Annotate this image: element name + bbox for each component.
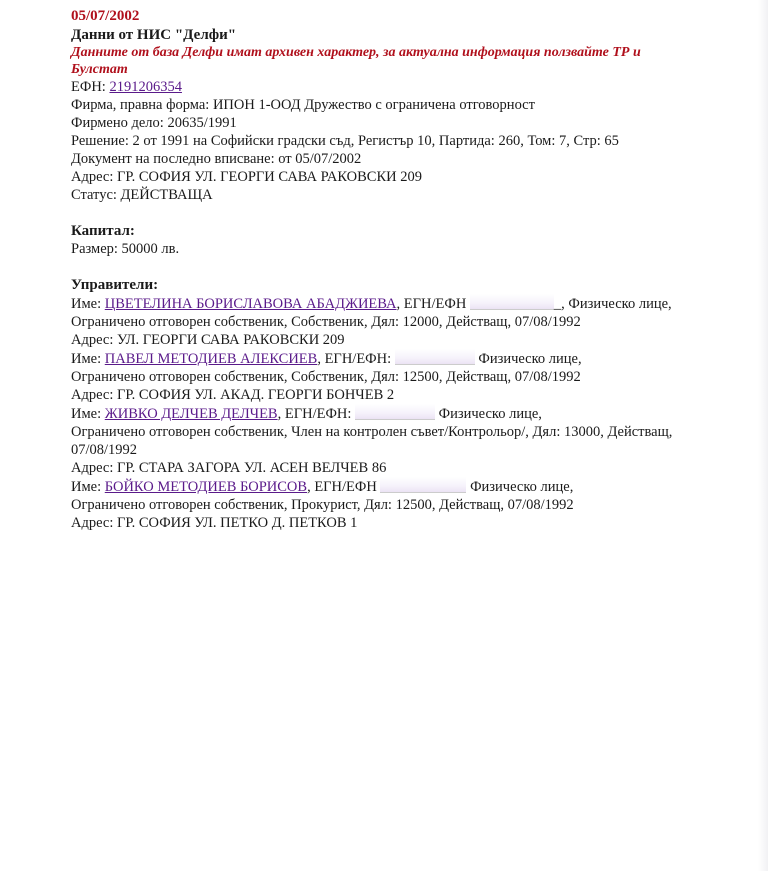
- scan-edge-shadow: [758, 0, 768, 871]
- manager-name-link[interactable]: ЖИВКО ДЕЛЧЕВ ДЕЛЧЕВ: [104, 406, 278, 422]
- manager-address-line: Адрес: УЛ. ГЕОРГИ САВА РАКОВСКИ 209: [71, 332, 345, 348]
- manager-role-line: Ограничено отговорен собственик, Собственик, Дял: 12000, Действащ, 07/08/1992: [71, 314, 581, 330]
- manager-role-line: Ограничено отговорен собственик, Собственик, Дял: 12500, Действащ, 07/08/1992: [71, 369, 581, 385]
- manager-role-line: Ограничено отговорен собственик, Прокурист, Дял: 12500, Действащ, 07/08/1992: [71, 497, 574, 513]
- company-address-line: Адрес: ГР. СОФИЯ УЛ. ГЕОРГИ САВА РАКОВСКИ 209: [71, 169, 422, 185]
- manager-entry: [71, 404, 691, 477]
- manager-egn-label: , ЕГН/ЕФН: [307, 479, 377, 495]
- redacted-egn: [355, 404, 435, 420]
- manager-name-label: Име:: [71, 351, 102, 367]
- manager-name-label: Име:: [71, 406, 102, 422]
- redacted-egn: [470, 294, 554, 310]
- last-entry-line: Документ на последно вписване: от 05/07/2002: [71, 151, 362, 167]
- capital-size-line: Размер: 50000 лв.: [71, 241, 180, 257]
- status-line: Статус: ДЕЙСТВАЩА: [71, 187, 213, 203]
- manager-person-type: Физическо лице,: [470, 479, 574, 495]
- record-date: 05/07/2002: [71, 8, 140, 24]
- manager-address-line: Адрес: ГР. СОФИЯ УЛ. ПЕТКО Д. ПЕТКОВ 1: [71, 515, 358, 531]
- redacted-egn: [395, 349, 475, 365]
- manager-person-type: Физическо лице,: [438, 406, 542, 422]
- manager-egn-label: , ЕГН/ЕФН: [396, 296, 467, 312]
- managers-heading: Управители:: [71, 277, 159, 293]
- manager-name-line: [71, 349, 691, 368]
- manager-entry: [71, 294, 691, 349]
- manager-name-line: [71, 294, 691, 313]
- manager-entry: [71, 477, 691, 532]
- capital-heading: Капитал:: [71, 223, 135, 239]
- case-line: Фирмено дело: 20635/1991: [71, 115, 237, 131]
- manager-address-line: Адрес: ГР. СОФИЯ УЛ. АКАД. ГЕОРГИ БОНЧЕВ 2: [71, 387, 395, 403]
- efn-link[interactable]: 2191206354: [109, 79, 182, 95]
- manager-role-line: Ограничено отговорен собственик, Член на контролен съвет/Контрольор/, Дял: 13000, Действащ, 07/08/1992: [71, 424, 673, 458]
- manager-egn-label: , ЕГН/ЕФН:: [277, 406, 352, 422]
- record-title: Данни от НИС "Делфи": [71, 27, 237, 43]
- manager-name-link[interactable]: ПАВЕЛ МЕТОДИЕВ АЛЕКСИЕВ: [104, 351, 318, 367]
- redacted-egn: [380, 477, 466, 493]
- manager-egn-label: , ЕГН/ЕФН:: [317, 351, 392, 367]
- manager-name-line: [71, 477, 691, 496]
- manager-address-line: Адрес: ГР. СТАРА ЗАГОРА УЛ. АСЕН ВЕЛЧЕВ 86: [71, 460, 387, 476]
- manager-entry: [71, 349, 691, 404]
- archive-notice: Данните от база Делфи имат архивен характер, за актуална информация ползвайте ТР и Булстат: [71, 45, 641, 77]
- manager-name-label: Име:: [71, 479, 102, 495]
- decision-line: Решение: 2 от 1991 на Софийски градски съд, Регистър 10, Партида: 260, Том: 7, Стр: 65: [71, 133, 619, 149]
- manager-person-type: _, Физическо лице,: [553, 296, 672, 312]
- manager-name-label: Име:: [71, 296, 102, 312]
- efn-line: [71, 78, 691, 96]
- manager-name-link[interactable]: БОЙКО МЕТОДИЕВ БОРИСОВ: [104, 479, 308, 495]
- record-content: [71, 6, 691, 532]
- manager-name-link[interactable]: ЦВЕТЕЛИНА БОРИСЛАВОВА АБАДЖИЕВА: [104, 296, 397, 312]
- efn-label: ЕФН:: [71, 79, 106, 95]
- manager-person-type: Физическо лице,: [478, 351, 582, 367]
- firm-line: Фирма, правна форма: ИПОН 1-ООД Дружество с ограничена отговорност: [71, 97, 535, 113]
- manager-name-line: [71, 404, 691, 423]
